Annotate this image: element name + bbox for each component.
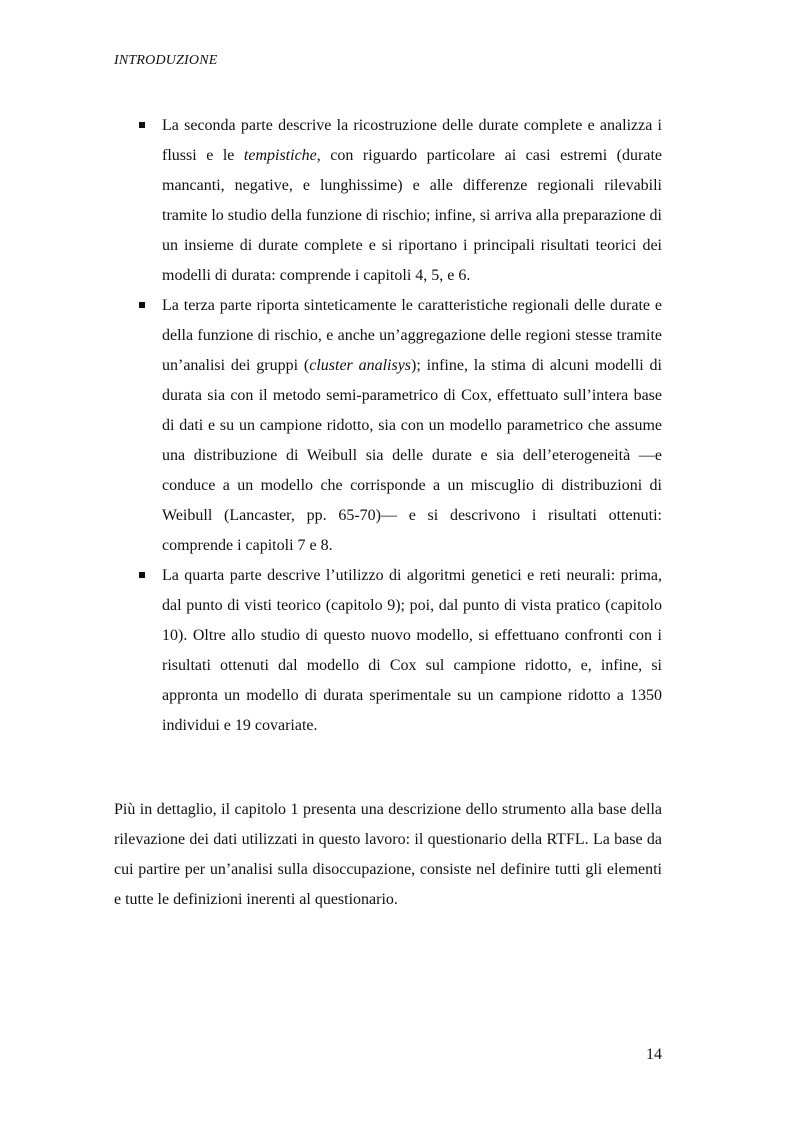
- bullet-emphasis: tempistiche: [243, 147, 317, 164]
- bullet-item-second-part: [138, 111, 662, 291]
- bullet-text-a: La terza parte riporta sinteticamente le caratteristiche regionali delle durate e della funzione di rischio, e anche un’aggregazione delle regioni stesse tramite un’analisi dei gruppi (: [162, 297, 662, 374]
- bullet-emphasis: cluster analisys: [309, 357, 412, 374]
- bullet-item-third-part: [138, 291, 662, 561]
- bullet-item-fourth-part: [138, 561, 662, 741]
- bullet-text-b: ); infine, la stima di alcuni modelli di durata sia con il metodo semi-parametrico di Cox, effettuato sull’intera base di dati e su un campione ridotto, sia con un modello parametrico che assume una distribuzione di Weibull sia delle durate e sia dell’eterogeneità —e conduce a un modello che corrisponde a un miscuglio di distribuzioni di Weibull (Lancaster, pp. 65-70)— e si descrivono i risultati ottenuti: comprende i capitoli 7 e 8.: [162, 357, 662, 554]
- page-number: 14: [646, 1046, 662, 1063]
- bullet-text: La quarta parte descrive l’utilizzo di algoritmi genetici e reti neurali: prima, dal punto di visti teorico (capitolo 9); poi, dal punto di vista pratico (capitolo 10). Oltre allo studio di questo nuovo modello, si effettuano confronti con i risultati ottenuti dal modello di Cox sul campione ridotto, e, infine, si appronta un modello di durata sperimentale su un campione ridotto a 1350 individui e 19 covariate.: [162, 567, 662, 734]
- bullet-text-a: La seconda parte descrive la ricostruzione delle durate complete e analizza i flussi e le: [162, 117, 662, 164]
- parts-bullet-list: [138, 111, 662, 741]
- body-paragraph: Più in dettaglio, il capitolo 1 presenta una descrizione dello strumento alla base della rilevazione dei dati utilizzati in questo lavoro: il questionario della RTFL. La base da cui partire per un’analisi sulla disoccupazione, consiste nel definire tutti gli elementi e tutte le definizioni inerenti al questionario.: [114, 801, 662, 908]
- bullet-text-b: , con riguardo particolare ai casi estremi (durate mancanti, negative, e lunghissime) e alle differenze regionali rilevabili tramite lo studio della funzione di rischio; infine, si arriva alla preparazione di un insieme di durate complete e si riportano i principali risultati teorici dei modelli di durata: comprende i capitoli 4, 5, e 6.: [162, 147, 662, 284]
- square-bullet-icon: [139, 572, 145, 578]
- square-bullet-icon: [139, 302, 145, 308]
- square-bullet-icon: [139, 122, 145, 128]
- running-header: INTRODUZIONE: [114, 53, 218, 68]
